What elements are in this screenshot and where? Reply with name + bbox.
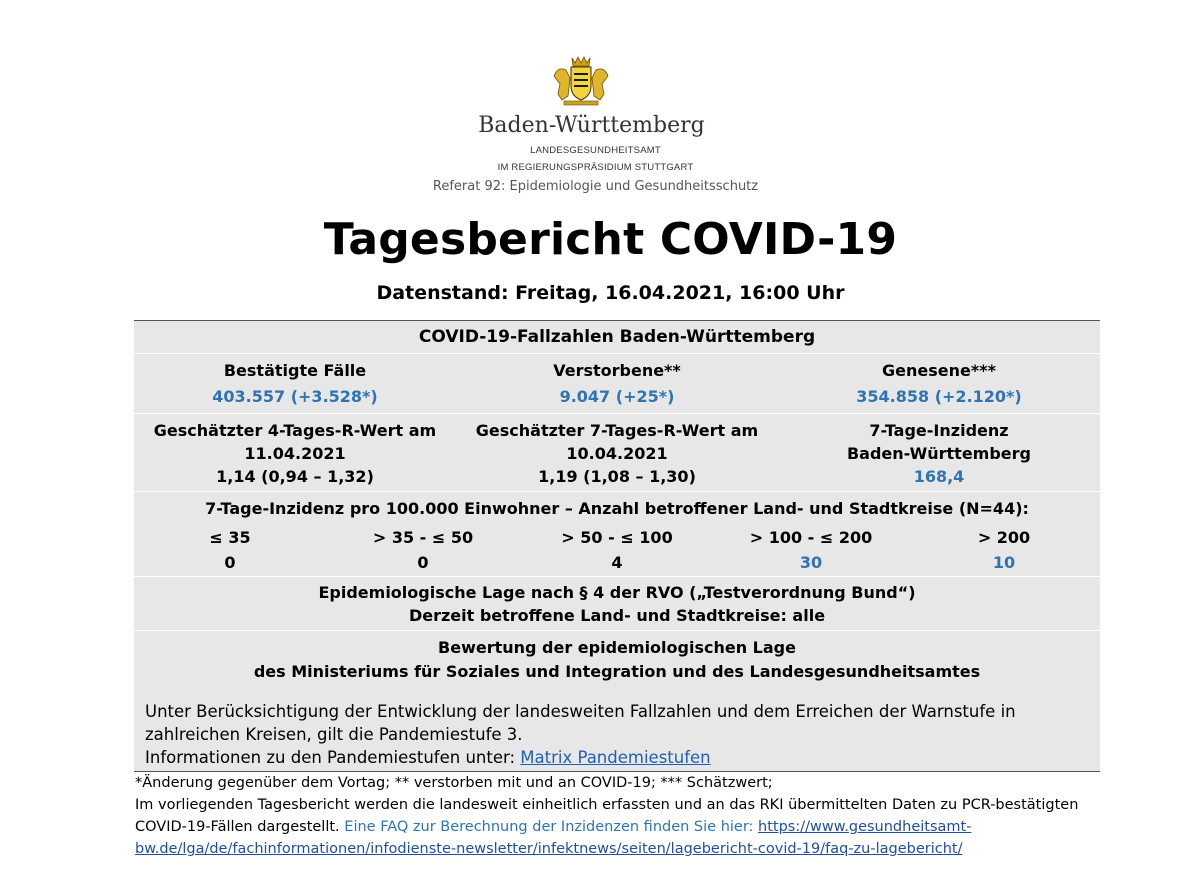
recovered-label: Genesene***: [882, 361, 996, 380]
footnote-faq-line: [135, 816, 1135, 838]
footnote-data-note: Im vorliegenden Tagesbericht werden die landesweit einheitlich erfassten und an das RKI übermittelten Daten zu PCR-bestätigten: [135, 797, 1079, 813]
footnotes: [135, 772, 1135, 860]
assessment-title: Bewertung der epidemiologischen Lage: [438, 638, 796, 657]
bin-50-100: [520, 525, 714, 575]
incidence-label: 7-Tage-Inzidenz: [869, 421, 1009, 440]
bin-count: 30: [799, 553, 823, 572]
deaths-value: 9.047 (+25*): [559, 387, 675, 406]
bin-count: 10: [992, 553, 1016, 572]
incidence-cell: [778, 419, 1100, 491]
organization-name: Baden-Württemberg: [478, 113, 705, 138]
assessment-info-text: Informationen zu den Pandemiestufen unter:: [145, 748, 521, 767]
incidence-bins: [134, 525, 1100, 575]
footnote-data-note-end: COVID-19-Fällen dargestellt.: [135, 819, 345, 835]
district-incidence-title: 7-Tage-Inzidenz pro 100.000 Einwohner – Anzahl betroffener Land- und Stadtkreise (N=44):: [205, 499, 1029, 518]
confirmed-label: Bestätigte Fälle: [223, 361, 367, 380]
incidence-region: Baden-Württemberg: [846, 444, 1031, 463]
bin-gt200: [908, 525, 1100, 575]
data-timestamp: Datenstand: Freitag, 16.04.2021, 16:00 Uhr: [376, 282, 845, 304]
department: Referat 92: Epidemiologie und Gesundheitsschutz: [432, 179, 759, 194]
confirmed-cases-cell: [134, 358, 456, 413]
agency-subname: IM REGIERUNGSPRÄSIDIUM STUTTGART: [497, 162, 694, 173]
assessment-text-line: Unter Berücksichtigung der Entwicklung der landesweiten Fallzahlen und dem Erreichen der Warnstufe in: [145, 702, 1016, 721]
pandemic-matrix-link[interactable]: Matrix Pandemiestufen: [520, 748, 711, 767]
assessment-text-line: zahlreichen Kreisen, gilt die Pandemiestufe 3.: [145, 725, 523, 744]
r4-date: 11.04.2021: [244, 444, 346, 463]
faq-link-continued[interactable]: bw.de/lga/de/fachinformationen/infodienste-newsletter/infektnews/seiten/lagebericht-covid-19/faq-zu-lagebericht/: [135, 841, 963, 857]
bin-100-200: [714, 525, 908, 575]
bin-count: 4: [611, 553, 623, 572]
rvo-status: Epidemiologische Lage nach § 4 der RVO („Testverordnung Bund“): [318, 583, 916, 602]
report-table: [134, 320, 1100, 772]
r7-label: Geschätzter 7-Tages-R-Wert am: [475, 421, 759, 440]
r4-value: 1,14 (0,94 – 1,32): [216, 467, 374, 486]
assessment-subtitle: des Ministeriums für Soziales und Integration und des Landesgesundheitsamtes: [253, 662, 981, 681]
bin-label: > 100 - ≤ 200: [749, 528, 873, 547]
deaths-cell: [456, 358, 778, 413]
assessment-text: [134, 700, 1100, 769]
rvo-row: [134, 577, 1100, 631]
bin-count: 0: [417, 553, 429, 572]
bin-count: 0: [224, 553, 236, 572]
rvo-districts: Derzeit betroffene Land- und Stadtkreise: alle: [408, 606, 826, 625]
cases-row: [134, 354, 1100, 414]
coat-of-arms-icon: [550, 56, 612, 106]
r4-label: Geschätzter 4-Tages-R-Wert am: [153, 421, 437, 440]
incidence-value: 168,4: [913, 467, 965, 486]
bin-35-50: [326, 525, 520, 575]
district-incidence-row: [134, 492, 1100, 577]
bin-label: > 200: [977, 528, 1031, 547]
page-title: Tagesbericht COVID-19: [323, 214, 898, 265]
r7-cell: [456, 419, 778, 491]
footnote-legend: *Änderung gegenüber dem Vortag; ** verstorben mit und an COVID-19; *** Schätzwert;: [135, 775, 773, 791]
bin-label: > 50 - ≤ 100: [561, 528, 673, 547]
recovered-value: 354.858 (+2.120*): [856, 387, 1022, 406]
r7-date: 10.04.2021: [566, 444, 668, 463]
section-title: COVID-19-Fallzahlen Baden-Württemberg: [134, 321, 1100, 354]
assessment-row: [134, 631, 1100, 771]
bin-le35: [134, 525, 326, 575]
footnote-link-line: [135, 838, 1135, 860]
r-value-row: [134, 414, 1100, 492]
r4-cell: [134, 419, 456, 491]
assessment-info-line: [145, 746, 1100, 769]
bin-label: > 35 - ≤ 50: [372, 528, 474, 547]
recovered-cell: [778, 358, 1100, 413]
faq-link[interactable]: https://www.gesundheitsamt-: [758, 819, 972, 835]
bin-label: ≤ 35: [209, 528, 251, 547]
confirmed-value: 403.557 (+3.528*): [212, 387, 378, 406]
agency-name: LANDESGESUNDHEITSAMT: [530, 145, 661, 156]
faq-text: Eine FAQ zur Berechnung der Inzidenzen finden Sie hier:: [344, 819, 759, 835]
deaths-label: Verstorbene**: [553, 361, 681, 380]
r7-value: 1,19 (1,08 – 1,30): [538, 467, 696, 486]
